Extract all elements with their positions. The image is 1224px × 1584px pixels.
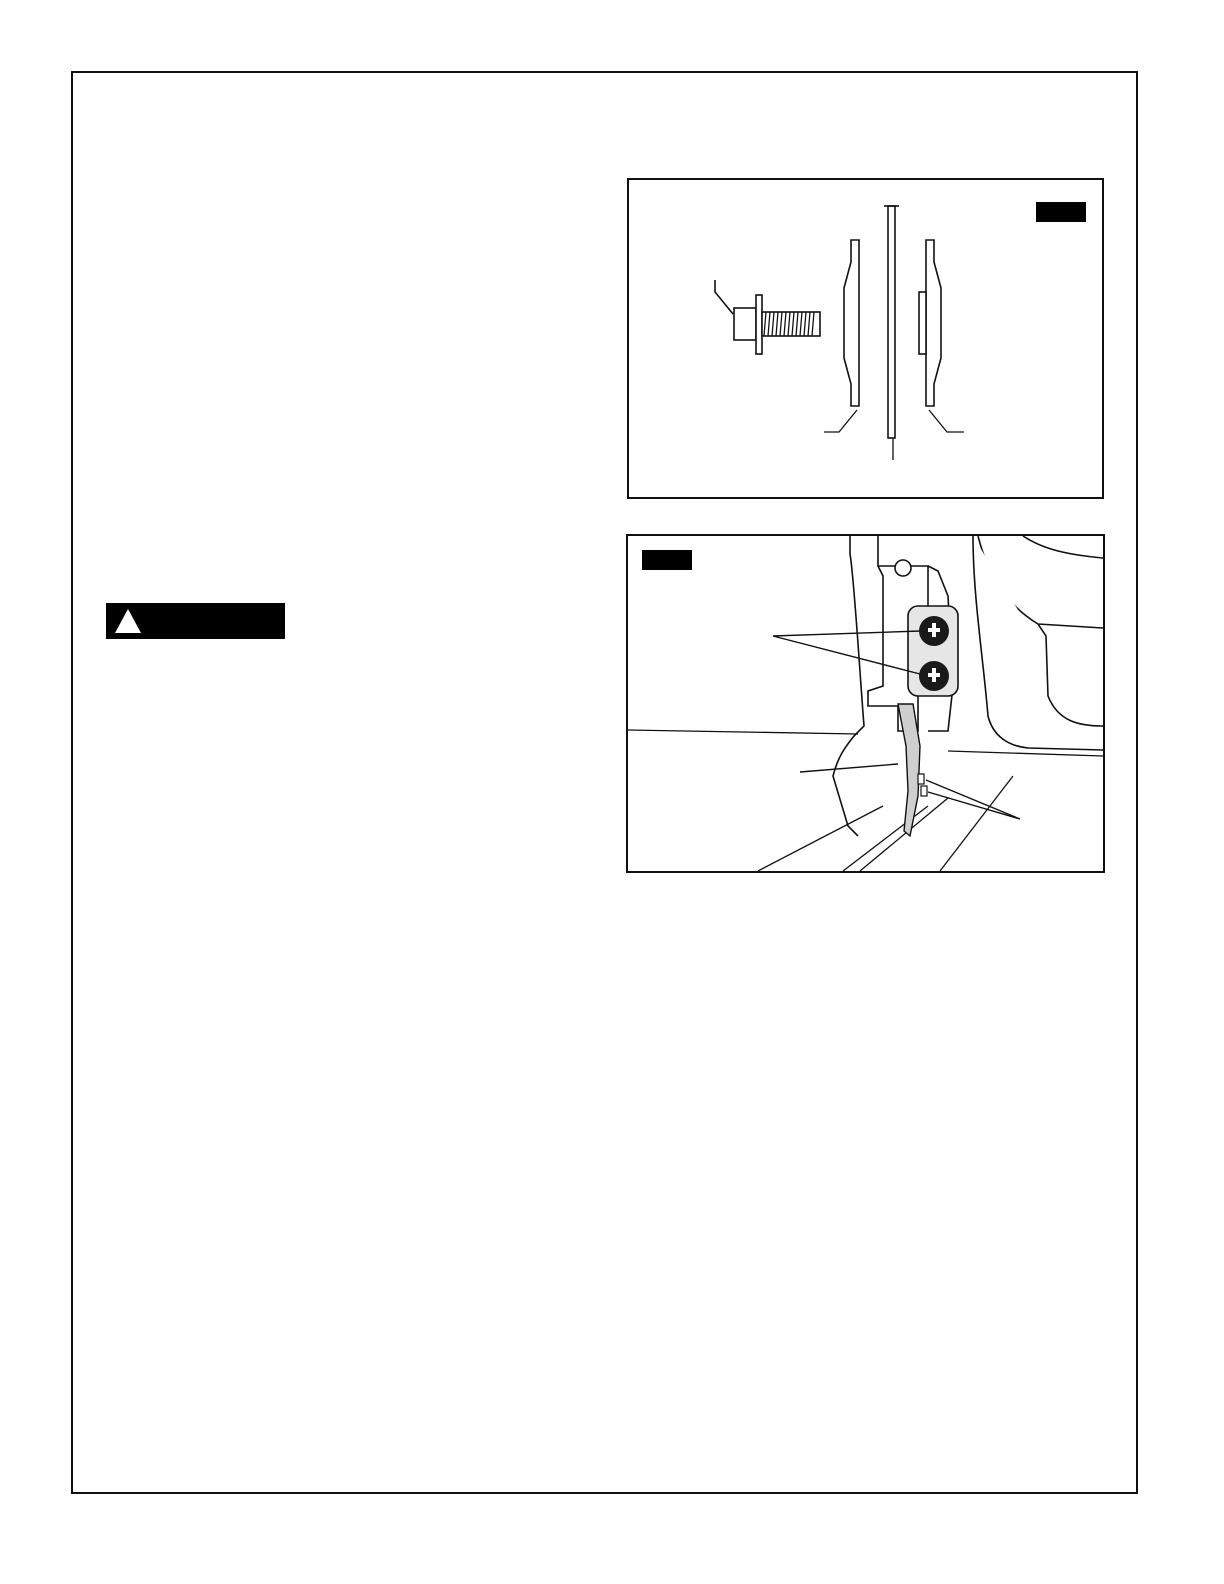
tabs-leader-line-bottom xyxy=(928,792,1020,819)
blade-assembly-diagram xyxy=(629,180,1102,497)
figure-1-tag xyxy=(1036,202,1086,222)
outer-washer-leader-line xyxy=(824,410,857,432)
bolt-washer xyxy=(756,295,762,354)
riving-knife-leader-line xyxy=(800,764,898,772)
blade-guard-left-edge xyxy=(833,536,864,836)
riving-knife xyxy=(898,704,920,836)
screw-top-icon xyxy=(919,616,949,646)
bolt-shaft xyxy=(762,312,820,336)
riving-knife-illustration xyxy=(628,536,1103,871)
figure-riving-knife xyxy=(626,534,1105,873)
bolt-leader-line xyxy=(715,280,733,314)
bracket-hole xyxy=(895,560,911,576)
warning-triangle-icon xyxy=(114,608,142,634)
inner-washer-hub xyxy=(919,292,926,354)
table-surface xyxy=(628,730,1103,871)
figure-blade-assembly xyxy=(627,178,1104,499)
screw-bottom-icon xyxy=(919,661,949,691)
warning-banner xyxy=(106,603,285,639)
inner-washer xyxy=(926,240,941,406)
saw-blade xyxy=(888,206,895,438)
inner-washer-leader-line xyxy=(929,410,964,432)
motor-housing xyxy=(973,536,1103,750)
figure-2-tag xyxy=(642,550,692,570)
knife-tabs xyxy=(918,774,927,796)
outer-washer xyxy=(844,240,859,406)
bolt-head xyxy=(734,308,756,340)
